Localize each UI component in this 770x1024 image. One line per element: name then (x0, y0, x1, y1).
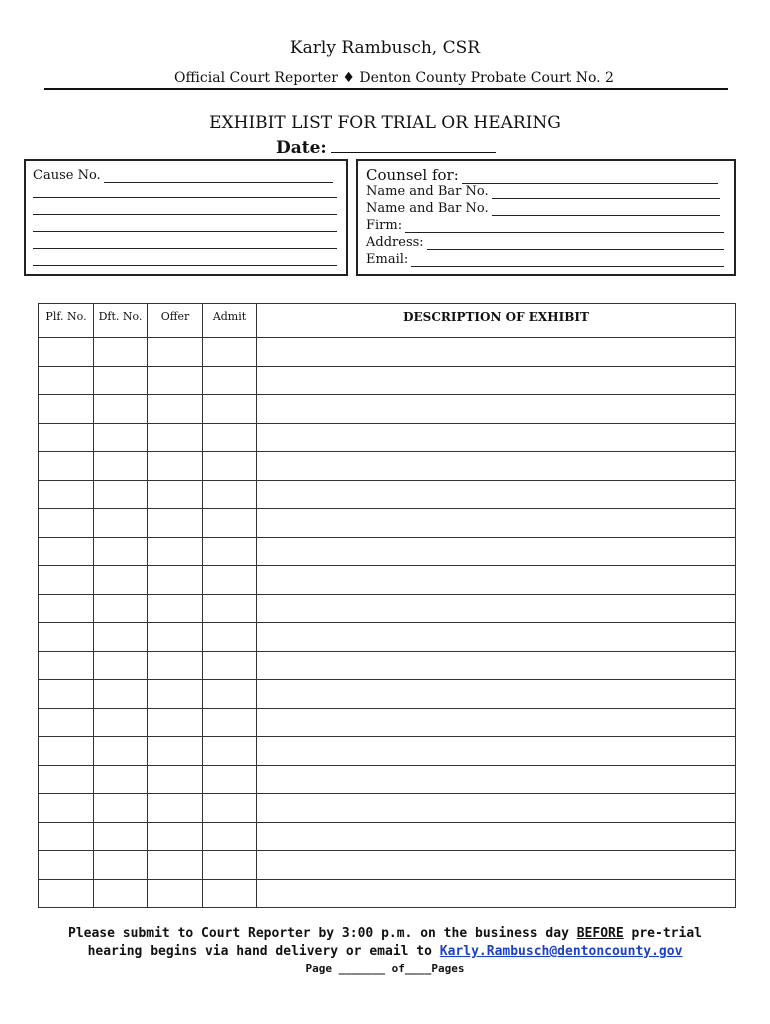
table-row (39, 794, 736, 823)
cell-offer[interactable] (148, 794, 203, 823)
cell-offer[interactable] (148, 395, 203, 424)
cell-plf-no[interactable] (39, 338, 94, 367)
bar-number-field-1[interactable] (366, 184, 720, 199)
cell-offer[interactable] (148, 537, 203, 566)
cell-offer[interactable] (148, 708, 203, 737)
cell-description[interactable] (257, 423, 736, 452)
exhibit-rows (39, 338, 736, 908)
cell-description[interactable] (257, 338, 736, 367)
table-row (39, 509, 736, 538)
bar-number-label-1: Name and Bar No. (366, 184, 489, 199)
table-row (39, 651, 736, 680)
cell-admit[interactable] (203, 452, 257, 481)
cell-description[interactable] (257, 765, 736, 794)
cell-plf-no[interactable] (39, 623, 94, 652)
cell-offer[interactable] (148, 623, 203, 652)
counsel-for-field[interactable] (366, 166, 718, 184)
header-offer: Offer (148, 304, 203, 338)
cause-line-2[interactable] (33, 197, 337, 198)
table-row (39, 452, 736, 481)
cell-offer[interactable] (148, 509, 203, 538)
cell-plf-no[interactable] (39, 480, 94, 509)
email-blank[interactable] (411, 254, 724, 267)
cell-description[interactable] (257, 851, 736, 880)
cell-admit[interactable] (203, 594, 257, 623)
cell-description[interactable] (257, 395, 736, 424)
exhibit-table (38, 303, 736, 908)
cell-offer[interactable] (148, 594, 203, 623)
bar-number-label-2: Name and Bar No. (366, 201, 489, 216)
page-count-line[interactable]: Page _______ of____Pages (305, 962, 465, 975)
cell-admit[interactable] (203, 566, 257, 595)
cell-plf-no[interactable] (39, 851, 94, 880)
cell-description[interactable] (257, 879, 736, 908)
counsel-for-blank[interactable] (462, 171, 718, 184)
header-divider (44, 88, 728, 90)
cell-dft-no[interactable] (94, 480, 148, 509)
firm-field[interactable] (366, 218, 724, 233)
table-row (39, 879, 736, 908)
date-label: Date: (276, 138, 327, 158)
address-label: Address: (366, 235, 424, 250)
cell-offer[interactable] (148, 680, 203, 709)
bar-number-field-2[interactable] (366, 201, 720, 216)
cell-admit[interactable] (203, 851, 257, 880)
cell-plf-no[interactable] (39, 452, 94, 481)
cell-dft-no[interactable] (94, 537, 148, 566)
cause-line-3[interactable] (33, 214, 337, 215)
cell-plf-no[interactable] (39, 737, 94, 766)
cell-plf-no[interactable] (39, 651, 94, 680)
cell-dft-no[interactable] (94, 822, 148, 851)
table-row (39, 822, 736, 851)
cell-plf-no[interactable] (39, 594, 94, 623)
cell-description[interactable] (257, 680, 736, 709)
cell-dft-no[interactable] (94, 879, 148, 908)
cell-offer[interactable] (148, 822, 203, 851)
cell-offer[interactable] (148, 765, 203, 794)
cell-dft-no[interactable] (94, 680, 148, 709)
cell-admit[interactable] (203, 366, 257, 395)
cell-dft-no[interactable] (94, 566, 148, 595)
reporter-name: Karly Rambusch, CSR (289, 38, 481, 58)
page-title: EXHIBIT LIST FOR TRIAL OR HEARING (209, 113, 561, 133)
email-label: Email: (366, 252, 409, 267)
cell-admit[interactable] (203, 395, 257, 424)
reporter-subtitle: Official Court Reporter ♦ Denton County Probate Court No. 2 (174, 70, 614, 86)
cause-line-4[interactable] (33, 231, 337, 232)
cell-dft-no[interactable] (94, 594, 148, 623)
cell-description[interactable] (257, 794, 736, 823)
cell-dft-no[interactable] (94, 708, 148, 737)
cell-admit[interactable] (203, 708, 257, 737)
cell-offer[interactable] (148, 879, 203, 908)
cell-dft-no[interactable] (94, 395, 148, 424)
exhibit-table-header (39, 304, 736, 338)
cause-line-6[interactable] (33, 265, 337, 266)
cell-dft-no[interactable] (94, 423, 148, 452)
cell-offer[interactable] (148, 366, 203, 395)
cell-offer[interactable] (148, 423, 203, 452)
table-row (39, 423, 736, 452)
cell-offer[interactable] (148, 480, 203, 509)
cell-description[interactable] (257, 537, 736, 566)
cell-description[interactable] (257, 708, 736, 737)
date-field[interactable] (276, 136, 496, 158)
cell-description[interactable] (257, 822, 736, 851)
cell-description[interactable] (257, 366, 736, 395)
instructions-part-1: Please submit to Court Reporter by 3:00 p.m. on the business day (68, 926, 577, 941)
table-row (39, 338, 736, 367)
cell-admit[interactable] (203, 879, 257, 908)
cell-offer[interactable] (148, 851, 203, 880)
firm-blank[interactable] (405, 220, 724, 233)
cell-description[interactable] (257, 651, 736, 680)
cell-offer[interactable] (148, 338, 203, 367)
cell-plf-no[interactable] (39, 423, 94, 452)
cell-description[interactable] (257, 509, 736, 538)
address-field[interactable] (366, 235, 724, 250)
cell-admit[interactable] (203, 423, 257, 452)
instructions-part-3: hearing begins via hand delivery or email to (87, 944, 440, 959)
cell-admit[interactable] (203, 537, 257, 566)
submission-instructions (0, 926, 770, 941)
cell-admit[interactable] (203, 623, 257, 652)
email-field[interactable] (366, 252, 724, 267)
table-row (39, 623, 736, 652)
cell-description[interactable] (257, 623, 736, 652)
firm-label: Firm: (366, 218, 403, 233)
header-description: DESCRIPTION OF EXHIBIT (257, 304, 736, 338)
cause-number-field[interactable] (33, 168, 333, 183)
header-admit: Admit (203, 304, 257, 338)
cell-dft-no[interactable] (94, 452, 148, 481)
cell-dft-no[interactable] (94, 851, 148, 880)
table-row (39, 537, 736, 566)
table-row (39, 851, 736, 880)
table-row (39, 708, 736, 737)
cause-number-blank[interactable] (104, 170, 333, 183)
cell-dft-no[interactable] (94, 765, 148, 794)
cell-description[interactable] (257, 452, 736, 481)
cell-dft-no[interactable] (94, 651, 148, 680)
cell-dft-no[interactable] (94, 338, 148, 367)
cell-plf-no[interactable] (39, 708, 94, 737)
cause-line-5[interactable] (33, 248, 337, 249)
cell-description[interactable] (257, 480, 736, 509)
cell-plf-no[interactable] (39, 566, 94, 595)
cell-dft-no[interactable] (94, 509, 148, 538)
cause-number-label: Cause No. (33, 168, 101, 183)
cell-plf-no[interactable] (39, 366, 94, 395)
header-plf-no: Plf. No. (39, 304, 94, 338)
cell-description[interactable] (257, 566, 736, 595)
table-row (39, 395, 736, 424)
cell-admit[interactable] (203, 765, 257, 794)
counsel-for-label: Counsel for: (366, 166, 459, 184)
submission-instructions-line-2 (0, 944, 770, 959)
cell-plf-no[interactable] (39, 680, 94, 709)
header-dft-no: Dft. No. (94, 304, 148, 338)
cell-admit[interactable] (203, 794, 257, 823)
instructions-part-2: pre-trial (623, 926, 702, 941)
cell-admit[interactable] (203, 338, 257, 367)
table-row (39, 737, 736, 766)
cell-plf-no[interactable] (39, 509, 94, 538)
cell-admit[interactable] (203, 651, 257, 680)
cell-plf-no[interactable] (39, 879, 94, 908)
cell-plf-no[interactable] (39, 537, 94, 566)
table-row (39, 680, 736, 709)
cell-plf-no[interactable] (39, 822, 94, 851)
table-row (39, 366, 736, 395)
cell-description[interactable] (257, 594, 736, 623)
bar-number-blank-1[interactable] (492, 186, 720, 199)
cell-dft-no[interactable] (94, 794, 148, 823)
cell-description[interactable] (257, 737, 736, 766)
cell-offer[interactable] (148, 452, 203, 481)
cell-offer[interactable] (148, 651, 203, 680)
reporter-email-link[interactable]: Karly.Rambusch@dentoncounty.gov (439, 944, 683, 959)
bar-number-blank-2[interactable] (492, 203, 720, 216)
cell-dft-no[interactable] (94, 366, 148, 395)
table-row (39, 765, 736, 794)
cell-dft-no[interactable] (94, 737, 148, 766)
cell-plf-no[interactable] (39, 765, 94, 794)
address-blank[interactable] (427, 237, 724, 250)
cell-offer[interactable] (148, 566, 203, 595)
before-emphasis: BEFORE (576, 926, 624, 941)
cell-dft-no[interactable] (94, 623, 148, 652)
date-blank[interactable] (331, 136, 496, 153)
cell-admit[interactable] (203, 680, 257, 709)
cell-admit[interactable] (203, 480, 257, 509)
table-row (39, 480, 736, 509)
cell-admit[interactable] (203, 737, 257, 766)
table-row (39, 594, 736, 623)
table-row (39, 566, 736, 595)
cell-admit[interactable] (203, 822, 257, 851)
cell-plf-no[interactable] (39, 395, 94, 424)
cell-plf-no[interactable] (39, 794, 94, 823)
cell-admit[interactable] (203, 509, 257, 538)
cell-offer[interactable] (148, 737, 203, 766)
